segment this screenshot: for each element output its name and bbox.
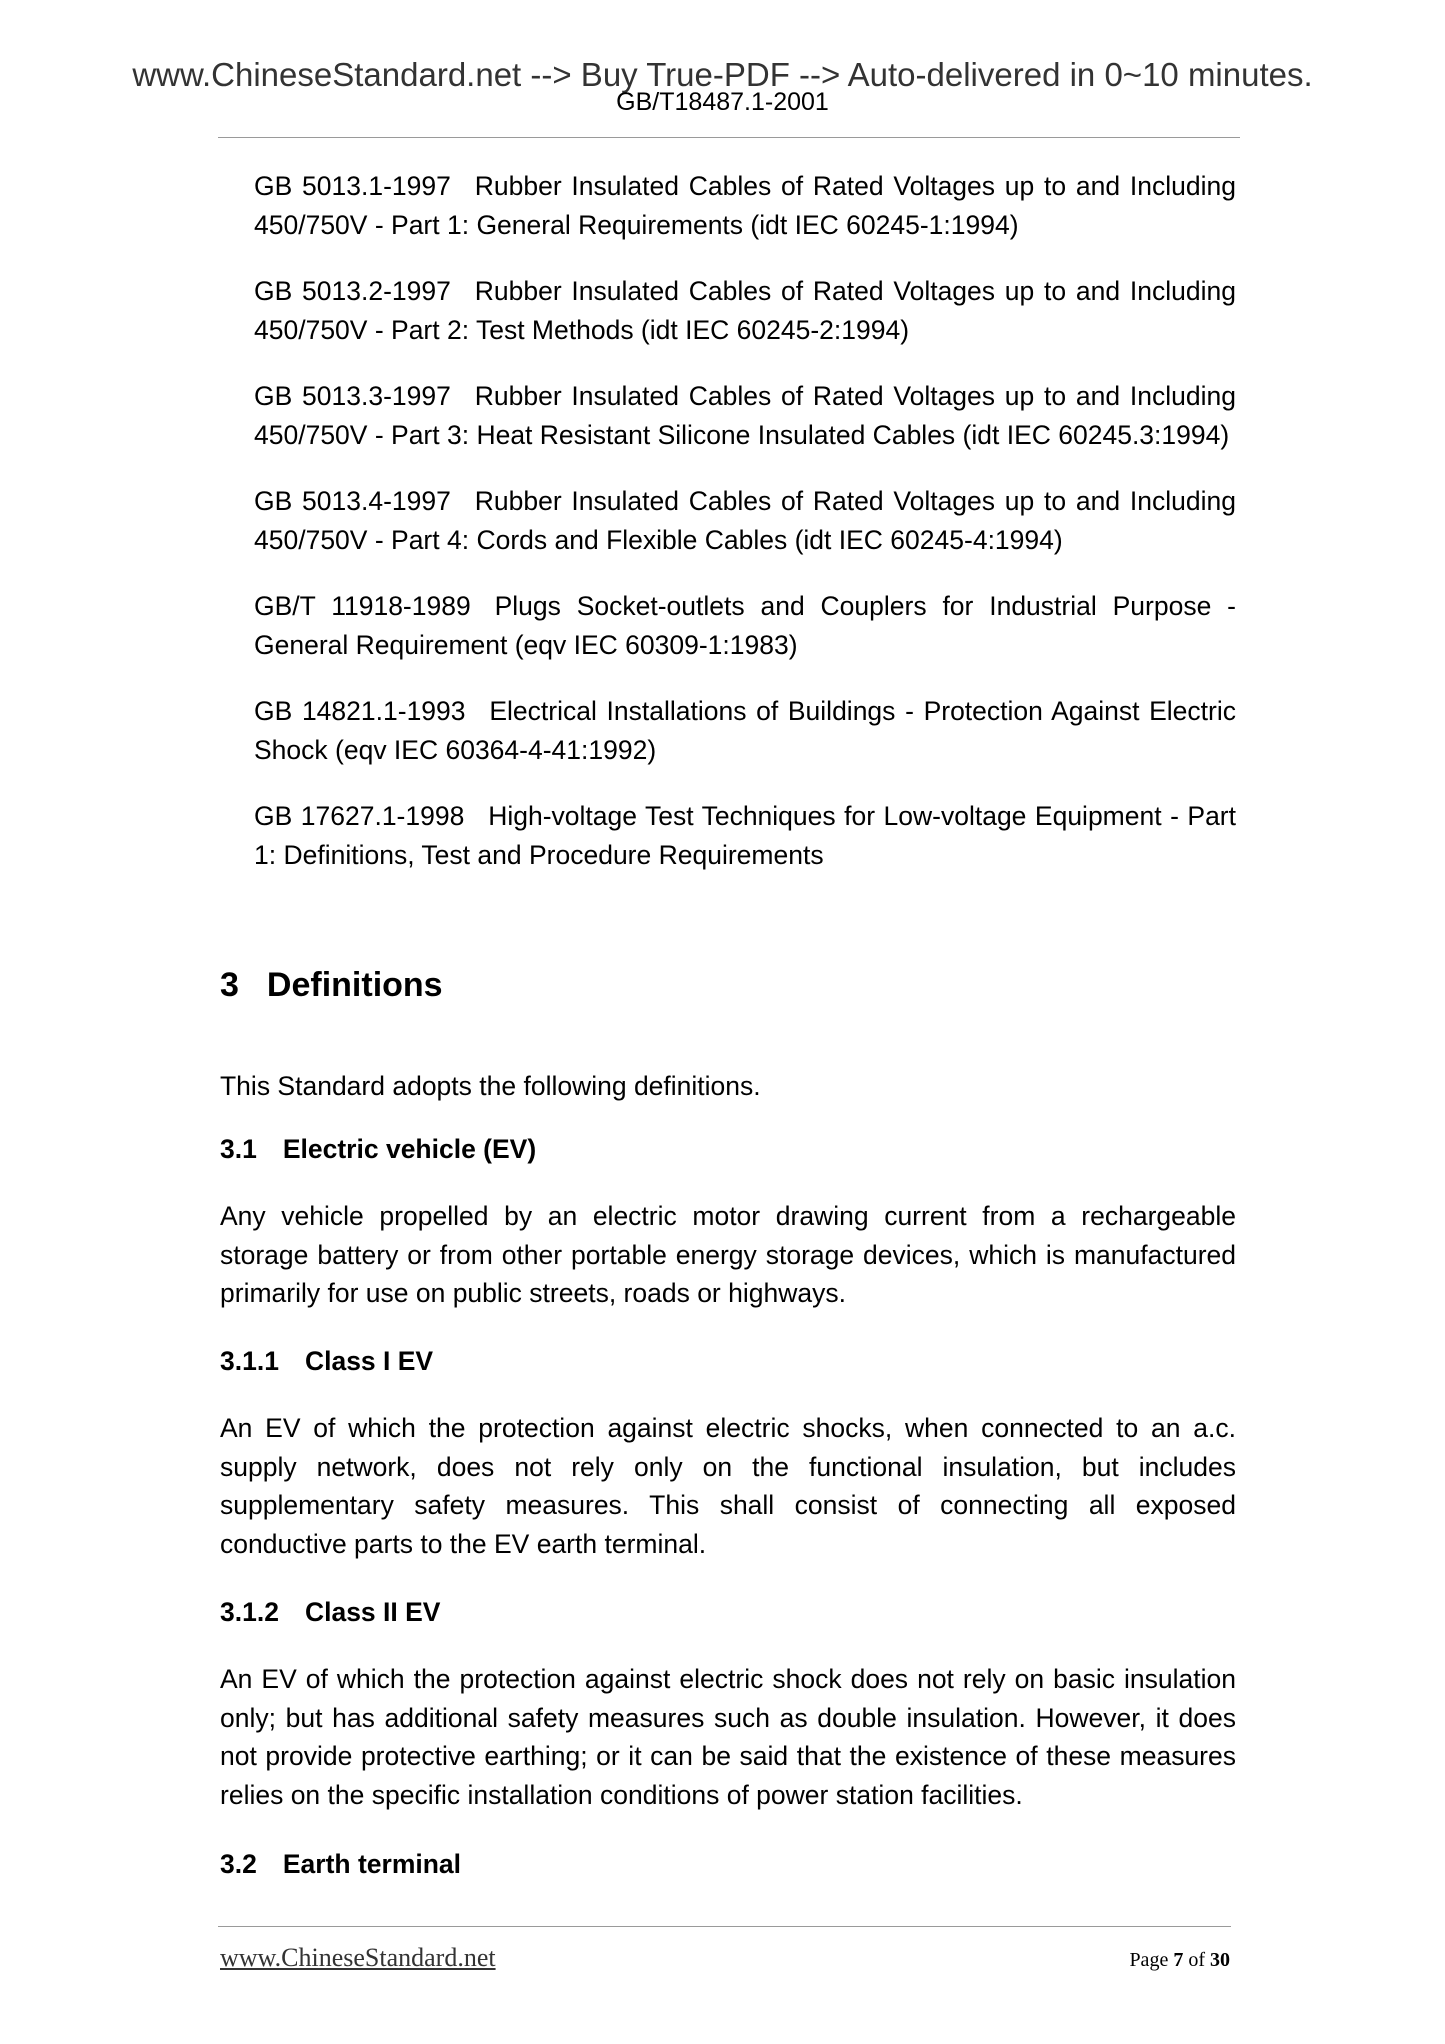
footer-divider [218, 1926, 1231, 1927]
clause-heading-3-1-1 [220, 1348, 433, 1375]
clause-title: Class I EV [304, 1346, 434, 1376]
clause-number: 3.2 [220, 1849, 257, 1879]
source-banner[interactable]: www.ChineseStandard.net --> Buy True-PDF --> Auto-delivered in 0~10 minutes. [132, 56, 1313, 93]
reference-item [254, 377, 1236, 454]
page-indicator [1129, 1950, 1230, 1970]
header-divider [218, 137, 1240, 138]
reference-code: GB 14821.1-1993 [254, 696, 466, 726]
reference-item [254, 167, 1236, 244]
clause-title: Class II EV [304, 1597, 441, 1627]
page-current: 7 [1173, 1949, 1184, 1971]
reference-title: High-voltage Test Techniques for Low-voltage Equipment - Part 1: Definitions, Test and Procedure Requirements [254, 801, 1236, 870]
page-of: of [1188, 1949, 1205, 1971]
clause-heading-3-2 [220, 1851, 461, 1878]
section-number: 3 [220, 966, 239, 1004]
reference-item [254, 797, 1236, 874]
clause-title: Electric vehicle (EV) [282, 1134, 537, 1164]
clause-number: 3.1.1 [220, 1346, 279, 1376]
section-intro: This Standard adopts the following definitions. [220, 1071, 761, 1101]
clause-body-3-1-1: An EV of which the protection against electric shocks, when connected to an a.c. supply network, does not rely only on the functional insulation, but includes supplementary safety measures. This shall consist of connecting all exposed conductive parts to the EV earth terminal. [220, 1413, 1236, 1559]
document-code: GB/T18487.1-2001 [616, 88, 829, 116]
footer-site-link[interactable]: www.ChineseStandard.net [220, 1943, 496, 1972]
reference-item [254, 692, 1236, 769]
reference-code: GB/T 11918-1989 [254, 591, 471, 621]
page-word: Page [1129, 1949, 1169, 1971]
reference-code: GB 17627.1-1998 [254, 801, 465, 831]
reference-item [254, 482, 1236, 559]
page-total: 30 [1210, 1949, 1230, 1971]
clause-heading-3-1-2 [220, 1599, 440, 1626]
reference-item [254, 272, 1236, 349]
reference-code: GB 5013.4-1997 [254, 486, 451, 516]
clause-title: Earth terminal [282, 1849, 462, 1879]
clause-body-3-1: Any vehicle propelled by an electric motor drawing current from a rechargeable storage battery or from other portable energy storage devices, which is manufactured primarily for use on public streets, roads or highways. [220, 1201, 1236, 1308]
reference-title: Rubber Insulated Cables of Rated Voltages up to and Including 450/750V - Part 1: General Requirements (idt IEC 60245-1:1994) [254, 171, 1236, 240]
section-heading-definitions [220, 968, 443, 1002]
reference-title: Rubber Insulated Cables of Rated Voltages up to and Including 450/750V - Part 4: Cords and Flexible Cables (idt IEC 60245-4:1994) [254, 486, 1236, 555]
reference-code: GB 5013.1-1997 [254, 171, 451, 201]
reference-code: GB 5013.3-1997 [254, 381, 451, 411]
reference-item [254, 587, 1236, 664]
reference-code: GB 5013.2-1997 [254, 276, 451, 306]
clause-number: 3.1 [220, 1134, 257, 1164]
reference-title: Rubber Insulated Cables of Rated Voltages up to and Including 450/750V - Part 2: Test Methods (idt IEC 60245-2:1994) [254, 276, 1236, 345]
reference-title: Electrical Installations of Buildings - Protection Against Electric Shock (eqv IEC 60364-4-41:1992) [254, 696, 1236, 765]
clause-number: 3.1.2 [220, 1597, 279, 1627]
section-title: Definitions [266, 966, 443, 1004]
clause-body-3-1-2: An EV of which the protection against electric shock does not rely on basic insulation only; but has additional safety measures such as double insulation. However, it does not provide protective earthing; or it can be said that the existence of these measures relies on the specific installation conditions of power station facilities. [220, 1664, 1236, 1810]
reference-title: Plugs Socket-outlets and Couplers for Industrial Purpose - General Requirement (eqv IEC 60309-1:1983) [254, 591, 1236, 660]
clause-heading-3-1 [220, 1136, 536, 1163]
normative-references-list [254, 167, 1236, 902]
reference-title: Rubber Insulated Cables of Rated Voltages up to and Including 450/750V - Part 3: Heat Resistant Silicone Insulated Cables (idt IEC 60245.3:1994) [254, 381, 1236, 450]
